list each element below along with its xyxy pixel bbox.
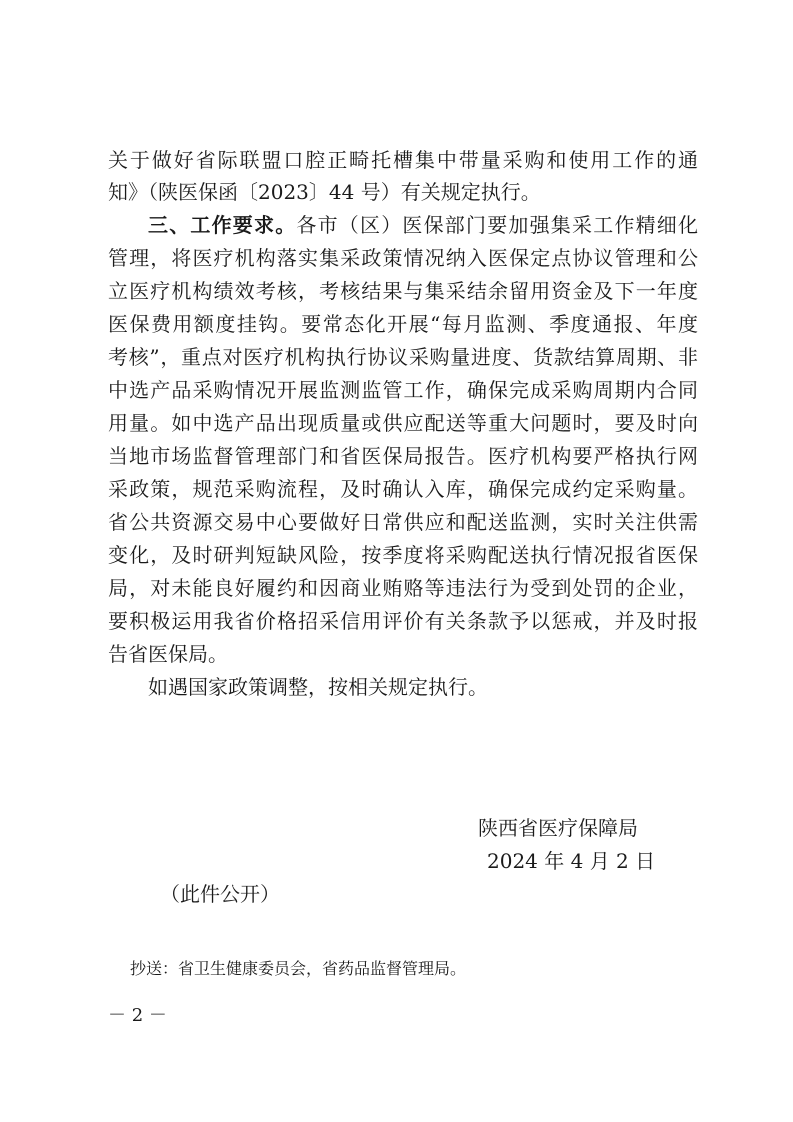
body-line-4: 管理，将医疗机构落实集采政策情况纳入医保定点协议管理和公: [108, 246, 698, 270]
issue-date: 2024 年 4 月 2 日: [487, 849, 656, 873]
disclosure-note: （此件公开）: [160, 882, 280, 906]
body-line-15: 要积极运用我省价格招采信用评价有关条款予以惩戒，并及时报: [108, 609, 698, 633]
body-line-9: 用量。如中选产品出现质量或供应配送等重大问题时，要及时向: [108, 411, 698, 435]
closing-paragraph: 如遇国家政策调整，按相关规定执行。: [148, 675, 488, 699]
body-line-16: 告省医保局。: [108, 642, 228, 666]
page-number: － 2 －: [108, 1005, 167, 1026]
body-line-1: 关于做好省际联盟口腔正畸托槽集中带量采购和使用工作的通: [108, 148, 698, 172]
body-line-5: 立医疗机构绩效考核，考核结果与集采结余留用资金及下一年度: [108, 279, 698, 303]
cc-line: 抄送：省卫生健康委员会，省药品监督管理局。: [130, 959, 467, 978]
body-line-14: 局，对未能良好履约和因商业贿赂等违法行为受到处罚的企业，: [108, 576, 698, 600]
body-line-12: 省公共资源交易中心要做好日常供应和配送监测，实时关注供需: [108, 510, 698, 534]
body-line-6: 医保费用额度挂钩。要常态化开展“每月监测、季度通报、年度: [108, 312, 698, 336]
section-3-first-line-text: 各市（区）医保部门要加强集采工作精细化: [296, 213, 699, 237]
body-line-7: 考核”，重点对医疗机构执行协议采购量进度、货款结算周期、非: [108, 345, 698, 369]
issuing-organization: 陕西省医疗保障局: [478, 816, 638, 840]
body-line-8: 中选产品采购情况开展监测监管工作，确保完成采购周期内合同: [108, 378, 698, 402]
section-3-first-line: [148, 214, 698, 236]
body-line-10: 当地市场监督管理部门和省医保局报告。医疗机构要严格执行网: [108, 444, 698, 468]
body-line-11: 采政策，规范采购流程，及时确认入库，确保完成约定采购量。: [108, 477, 698, 501]
section-3-heading: 三、工作要求。: [148, 213, 297, 237]
body-line-13: 变化，及时研判短缺风险，按季度将采购配送执行情况报省医保: [108, 543, 698, 567]
body-line-2: 知》（陕医保函〔2023〕44 号）有关规定执行。: [108, 180, 541, 204]
